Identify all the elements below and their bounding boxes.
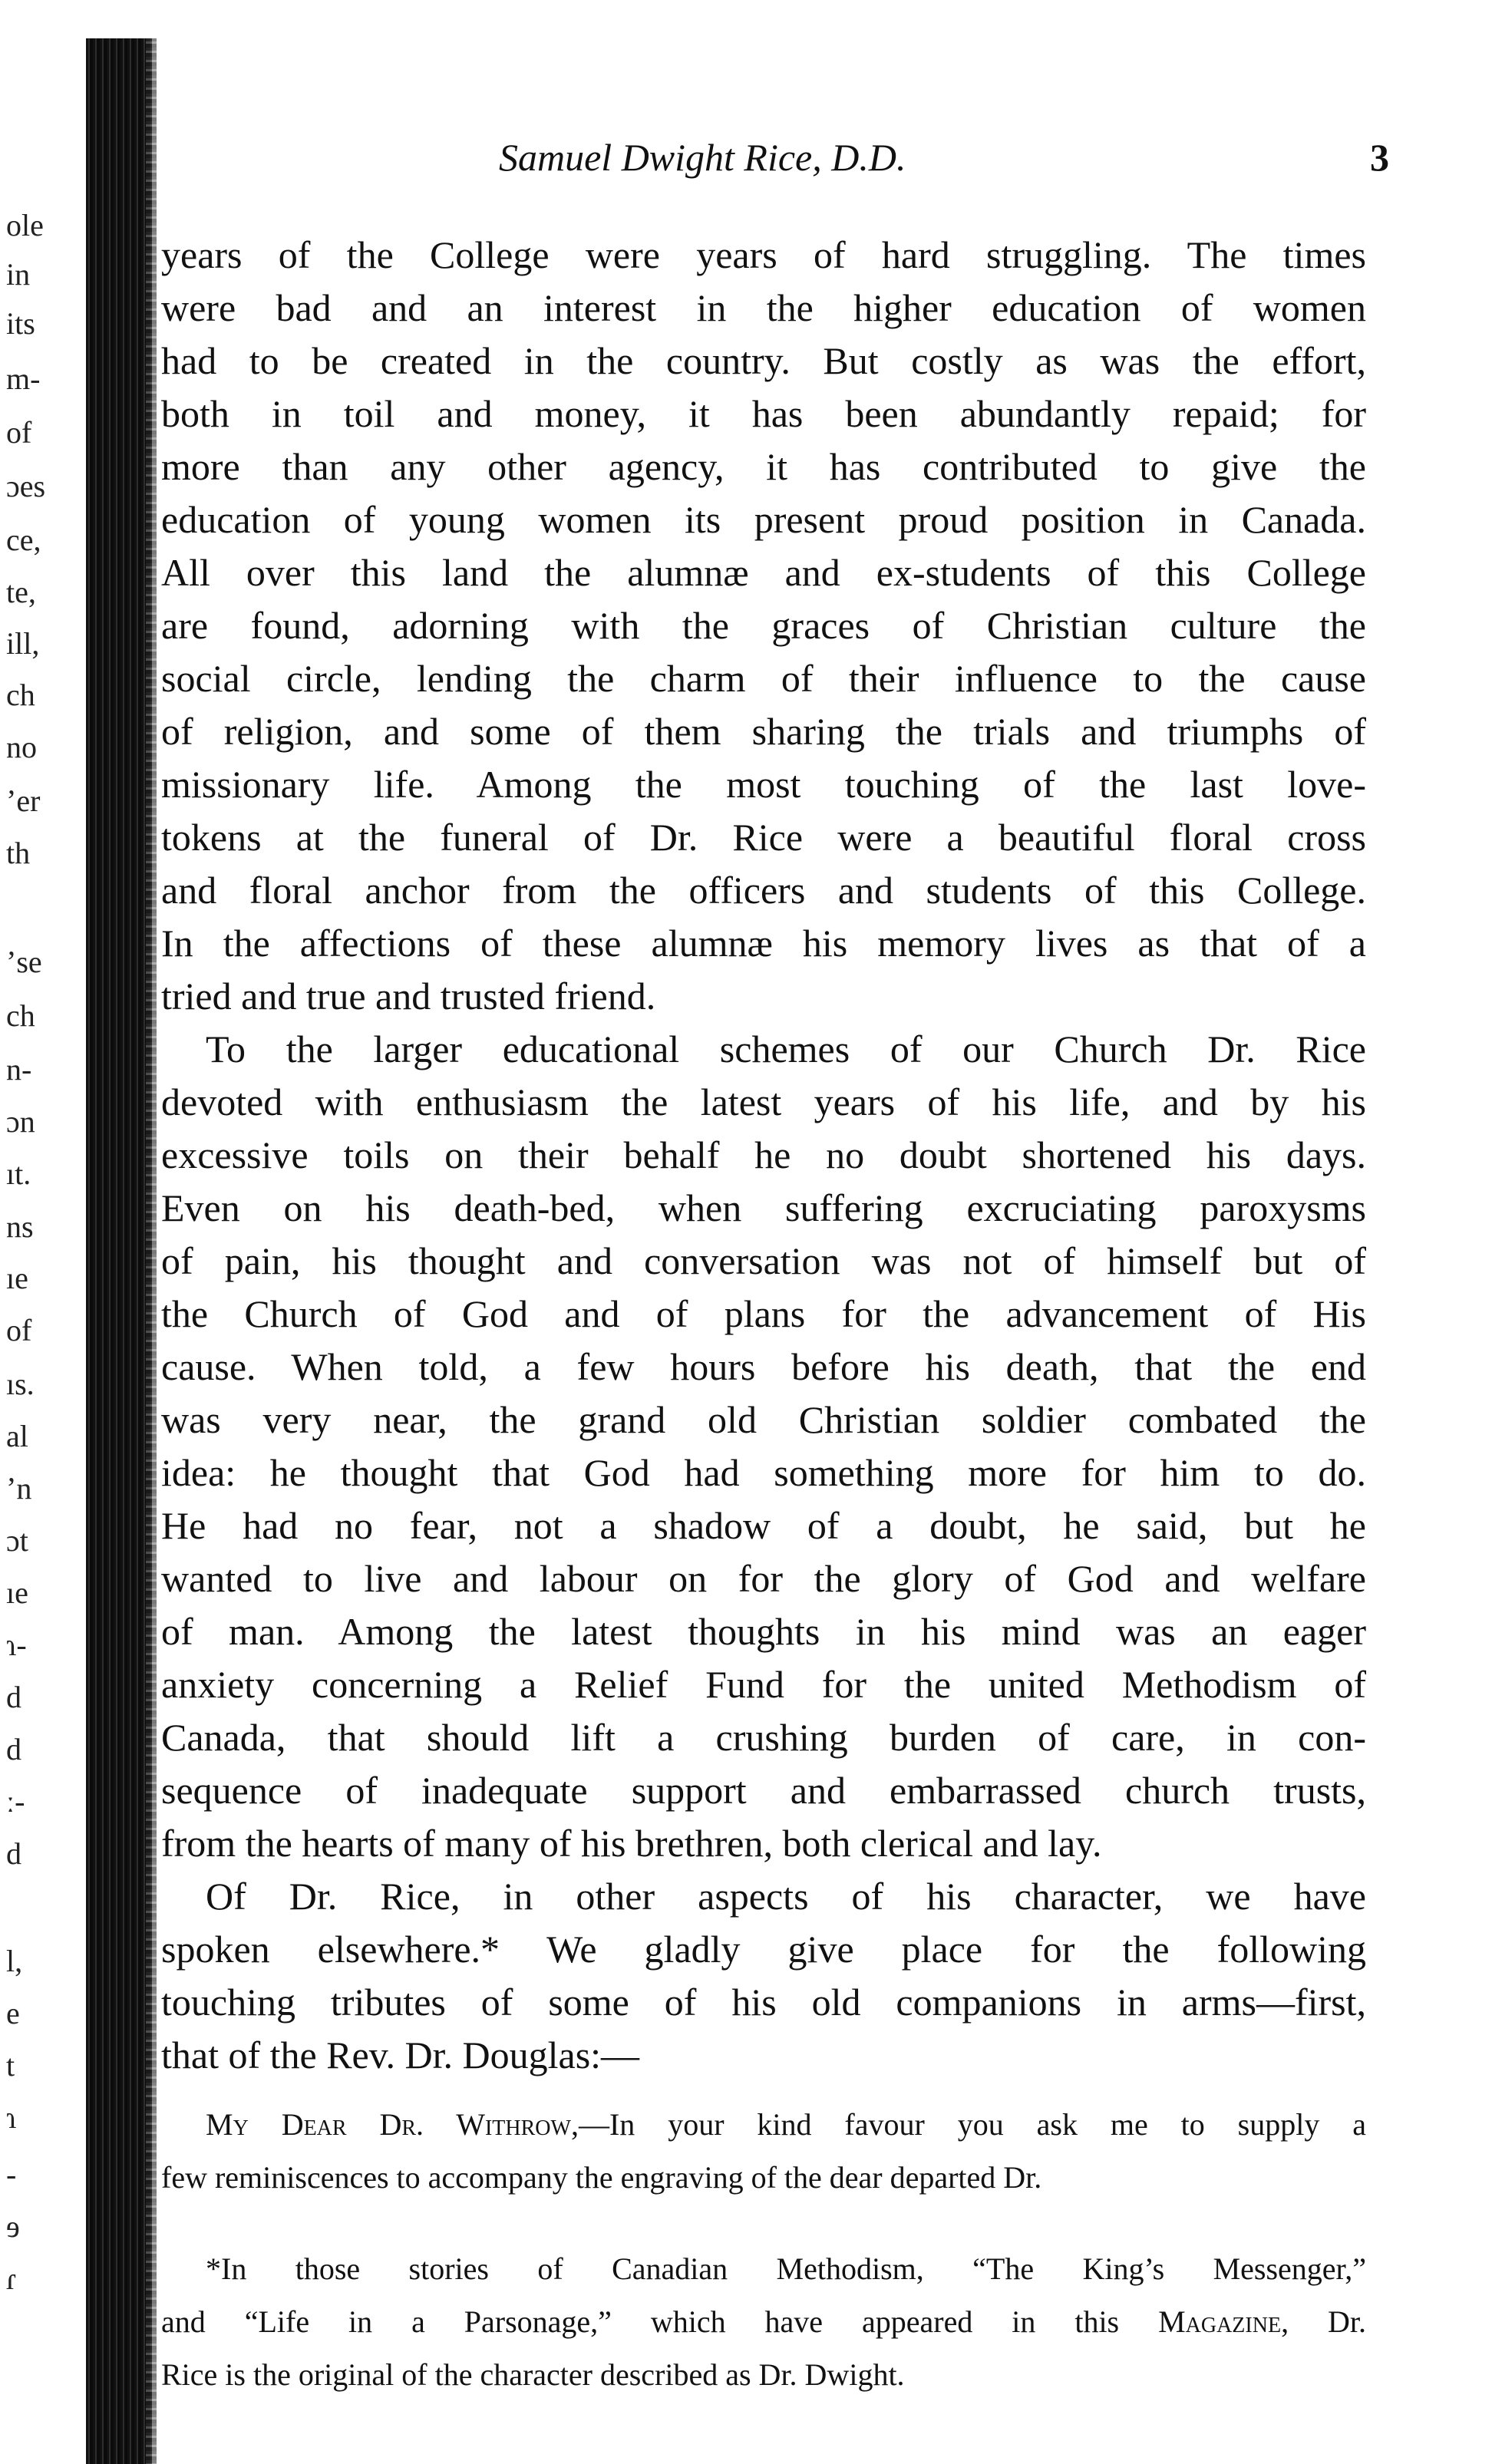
- text-line: of religion, and some of them sharing the trials and triumphs of: [161, 710, 1366, 753]
- margin-fragment: its: [6, 306, 35, 341]
- margin-fragment: e: [6, 1996, 20, 2030]
- text-line: more than any other agency, it has contributed to give the: [161, 445, 1366, 488]
- margin-fragment: ole: [6, 208, 44, 242]
- text-line: wanted to live and labour on for the glory of God and welfare: [161, 1557, 1366, 1600]
- margin-fragment: th: [6, 836, 31, 870]
- text-line: the Church of God and of plans for the advancement of His: [161, 1292, 1366, 1335]
- text-line: sequence of inadequate support and embarrassed church trusts,: [161, 1769, 1366, 1812]
- margin-fragment: ɾ: [6, 2261, 17, 2296]
- margin-fragment: of: [6, 1313, 32, 1347]
- margin-fragment: n-: [6, 1052, 32, 1087]
- margin-fragment: ɔn: [6, 1104, 35, 1139]
- margin-fragment: ıs.: [6, 1367, 35, 1401]
- margin-fragment: al: [6, 1419, 28, 1453]
- margin-fragment: -: [6, 2157, 17, 2192]
- text-line: devoted with enthusiasm the latest years of his life, and by his: [161, 1080, 1366, 1123]
- body-text: [161, 229, 1366, 2082]
- text-line: of pain, his thought and conversation was not of himself but of: [161, 1239, 1366, 1282]
- margin-fragment: ː-: [6, 1784, 25, 1819]
- margin-fragment: no: [6, 730, 37, 764]
- footnote-line-2: and “Life in a Parsonage,” which have appeared in this Magazine, Dr.: [161, 2304, 1366, 2339]
- text-line: excessive toils on their behalf he no doubt shortened his days.: [161, 1133, 1366, 1176]
- footnote-line-3: Rice is the original of the character described as Dr. Dwight.: [161, 2357, 905, 2392]
- margin-fragment: in: [6, 257, 31, 292]
- margin-fragment: of: [6, 415, 32, 450]
- margin-fragment: m-: [6, 361, 41, 396]
- footnote-line-1: *In those stories of Canadian Methodism, “The King’s Messenger,”: [206, 2251, 1366, 2286]
- margin-fragment: ɿ: [6, 2100, 17, 2135]
- text-line: Of Dr. Rice, in other aspects of his character, we have: [206, 1875, 1366, 1918]
- text-line: had to be created in the country. But costly as was the effort,: [161, 339, 1366, 382]
- text-line: are found, adorning with the graces of Christian culture the: [161, 604, 1366, 647]
- letter-line-2: few reminiscences to accompany the engraving of the dear departed Dr.: [161, 2160, 1042, 2195]
- text-line: missionary life. Among the most touching of the last love-: [161, 763, 1366, 806]
- margin-fragment: ch: [6, 998, 35, 1033]
- text-line: from the hearts of many of his brethren, both clerical and lay.: [161, 1822, 1102, 1865]
- gutter-edge: [146, 38, 157, 2464]
- margin-fragment: l,: [6, 1944, 23, 1978]
- book-gutter-shadow: [86, 38, 152, 2464]
- text-line: social circle, lending the charm of their influence to the cause: [161, 657, 1366, 700]
- text-line: and floral anchor from the officers and students of this College.: [161, 869, 1366, 912]
- margin-fragment: ʼer: [6, 783, 41, 818]
- margin-fragment: ɔt: [6, 1523, 28, 1558]
- text-line: tokens at the funeral of Dr. Rice were a beautiful floral cross: [161, 816, 1366, 859]
- margin-fragment: d: [6, 1836, 21, 1871]
- margin-fragment: ıt.: [6, 1156, 31, 1191]
- margin-fragment: t: [6, 2048, 15, 2083]
- text-line: To the larger educational schemes of our Church Dr. Rice: [206, 1027, 1366, 1070]
- margin-fragment: ʼse: [6, 945, 42, 979]
- text-line: Canada, that should lift a crushing burden of care, in con-: [161, 1716, 1366, 1759]
- text-line: that of the Rev. Dr. Douglas:—: [161, 2034, 640, 2076]
- text-line: All over this land the alumnæ and ex-students of this College: [161, 551, 1366, 594]
- text-line: both in toil and money, it has been abundantly repaid; for: [161, 392, 1366, 435]
- margin-fragment: d: [6, 1680, 21, 1714]
- text-line: years of the College were years of hard struggling. The times: [161, 233, 1366, 276]
- text-line: spoken elsewhere.* We gladly give place for the following: [161, 1928, 1366, 1971]
- margin-fragment: ıe: [6, 1575, 28, 1610]
- margin-fragment: ʼn: [6, 1471, 32, 1506]
- letter-line-1: My Dear Dr. Withrow,—In your kind favour you ask me to supply a: [206, 2107, 1366, 2142]
- text-line: tried and true and trusted friend.: [161, 975, 656, 1018]
- text-line: were bad and an interest in the higher education of women: [161, 286, 1366, 329]
- letter-opening: [161, 2103, 1366, 2208]
- margin-fragment: te,: [6, 575, 36, 609]
- text-line: anxiety concerning a Relief Fund for the united Methodism of: [161, 1663, 1366, 1706]
- text-line: In the affections of these alumnæ his memory lives as that of a: [161, 922, 1366, 965]
- margin-fragment: ɘ: [6, 2209, 20, 2244]
- margin-fragment: d: [6, 1732, 21, 1766]
- text-line: He had no fear, not a shadow of a doubt, he said, but he: [161, 1504, 1366, 1547]
- page-number: 3: [1370, 136, 1389, 179]
- margin-fragment: ch: [6, 678, 35, 712]
- text-line: Even on his death-bed, when suffering excruciating paroxysms: [161, 1186, 1366, 1229]
- page-header: [161, 135, 1389, 196]
- text-line: cause. When told, a few hours before his death, that the end: [161, 1345, 1366, 1388]
- salutation: My Dear Dr. Withrow,: [206, 2107, 579, 2142]
- margin-fragment: ce,: [6, 523, 41, 557]
- margin-fragment: ill,: [6, 626, 40, 661]
- margin-fragment: ns: [6, 1209, 34, 1244]
- margin-fragment: ıe: [6, 1261, 28, 1295]
- text-line: idea: he thought that God had something more for him to do.: [161, 1451, 1366, 1494]
- text-line: was very near, the grand old Christian soldier combated the: [161, 1398, 1366, 1441]
- margin-fragment: ɔes: [6, 469, 46, 503]
- text-line: touching tributes of some of his old companions in arms—first,: [161, 1981, 1366, 2024]
- text-line: education of young women its present proud position in Canada.: [161, 498, 1366, 541]
- text-line: of man. Among the latest thoughts in his mind was an eager: [161, 1610, 1366, 1653]
- margin-fragment: ɿ-: [6, 1628, 27, 1662]
- running-head: Samuel Dwight Rice, D.D.: [499, 136, 906, 179]
- footnote: [161, 2247, 1366, 2406]
